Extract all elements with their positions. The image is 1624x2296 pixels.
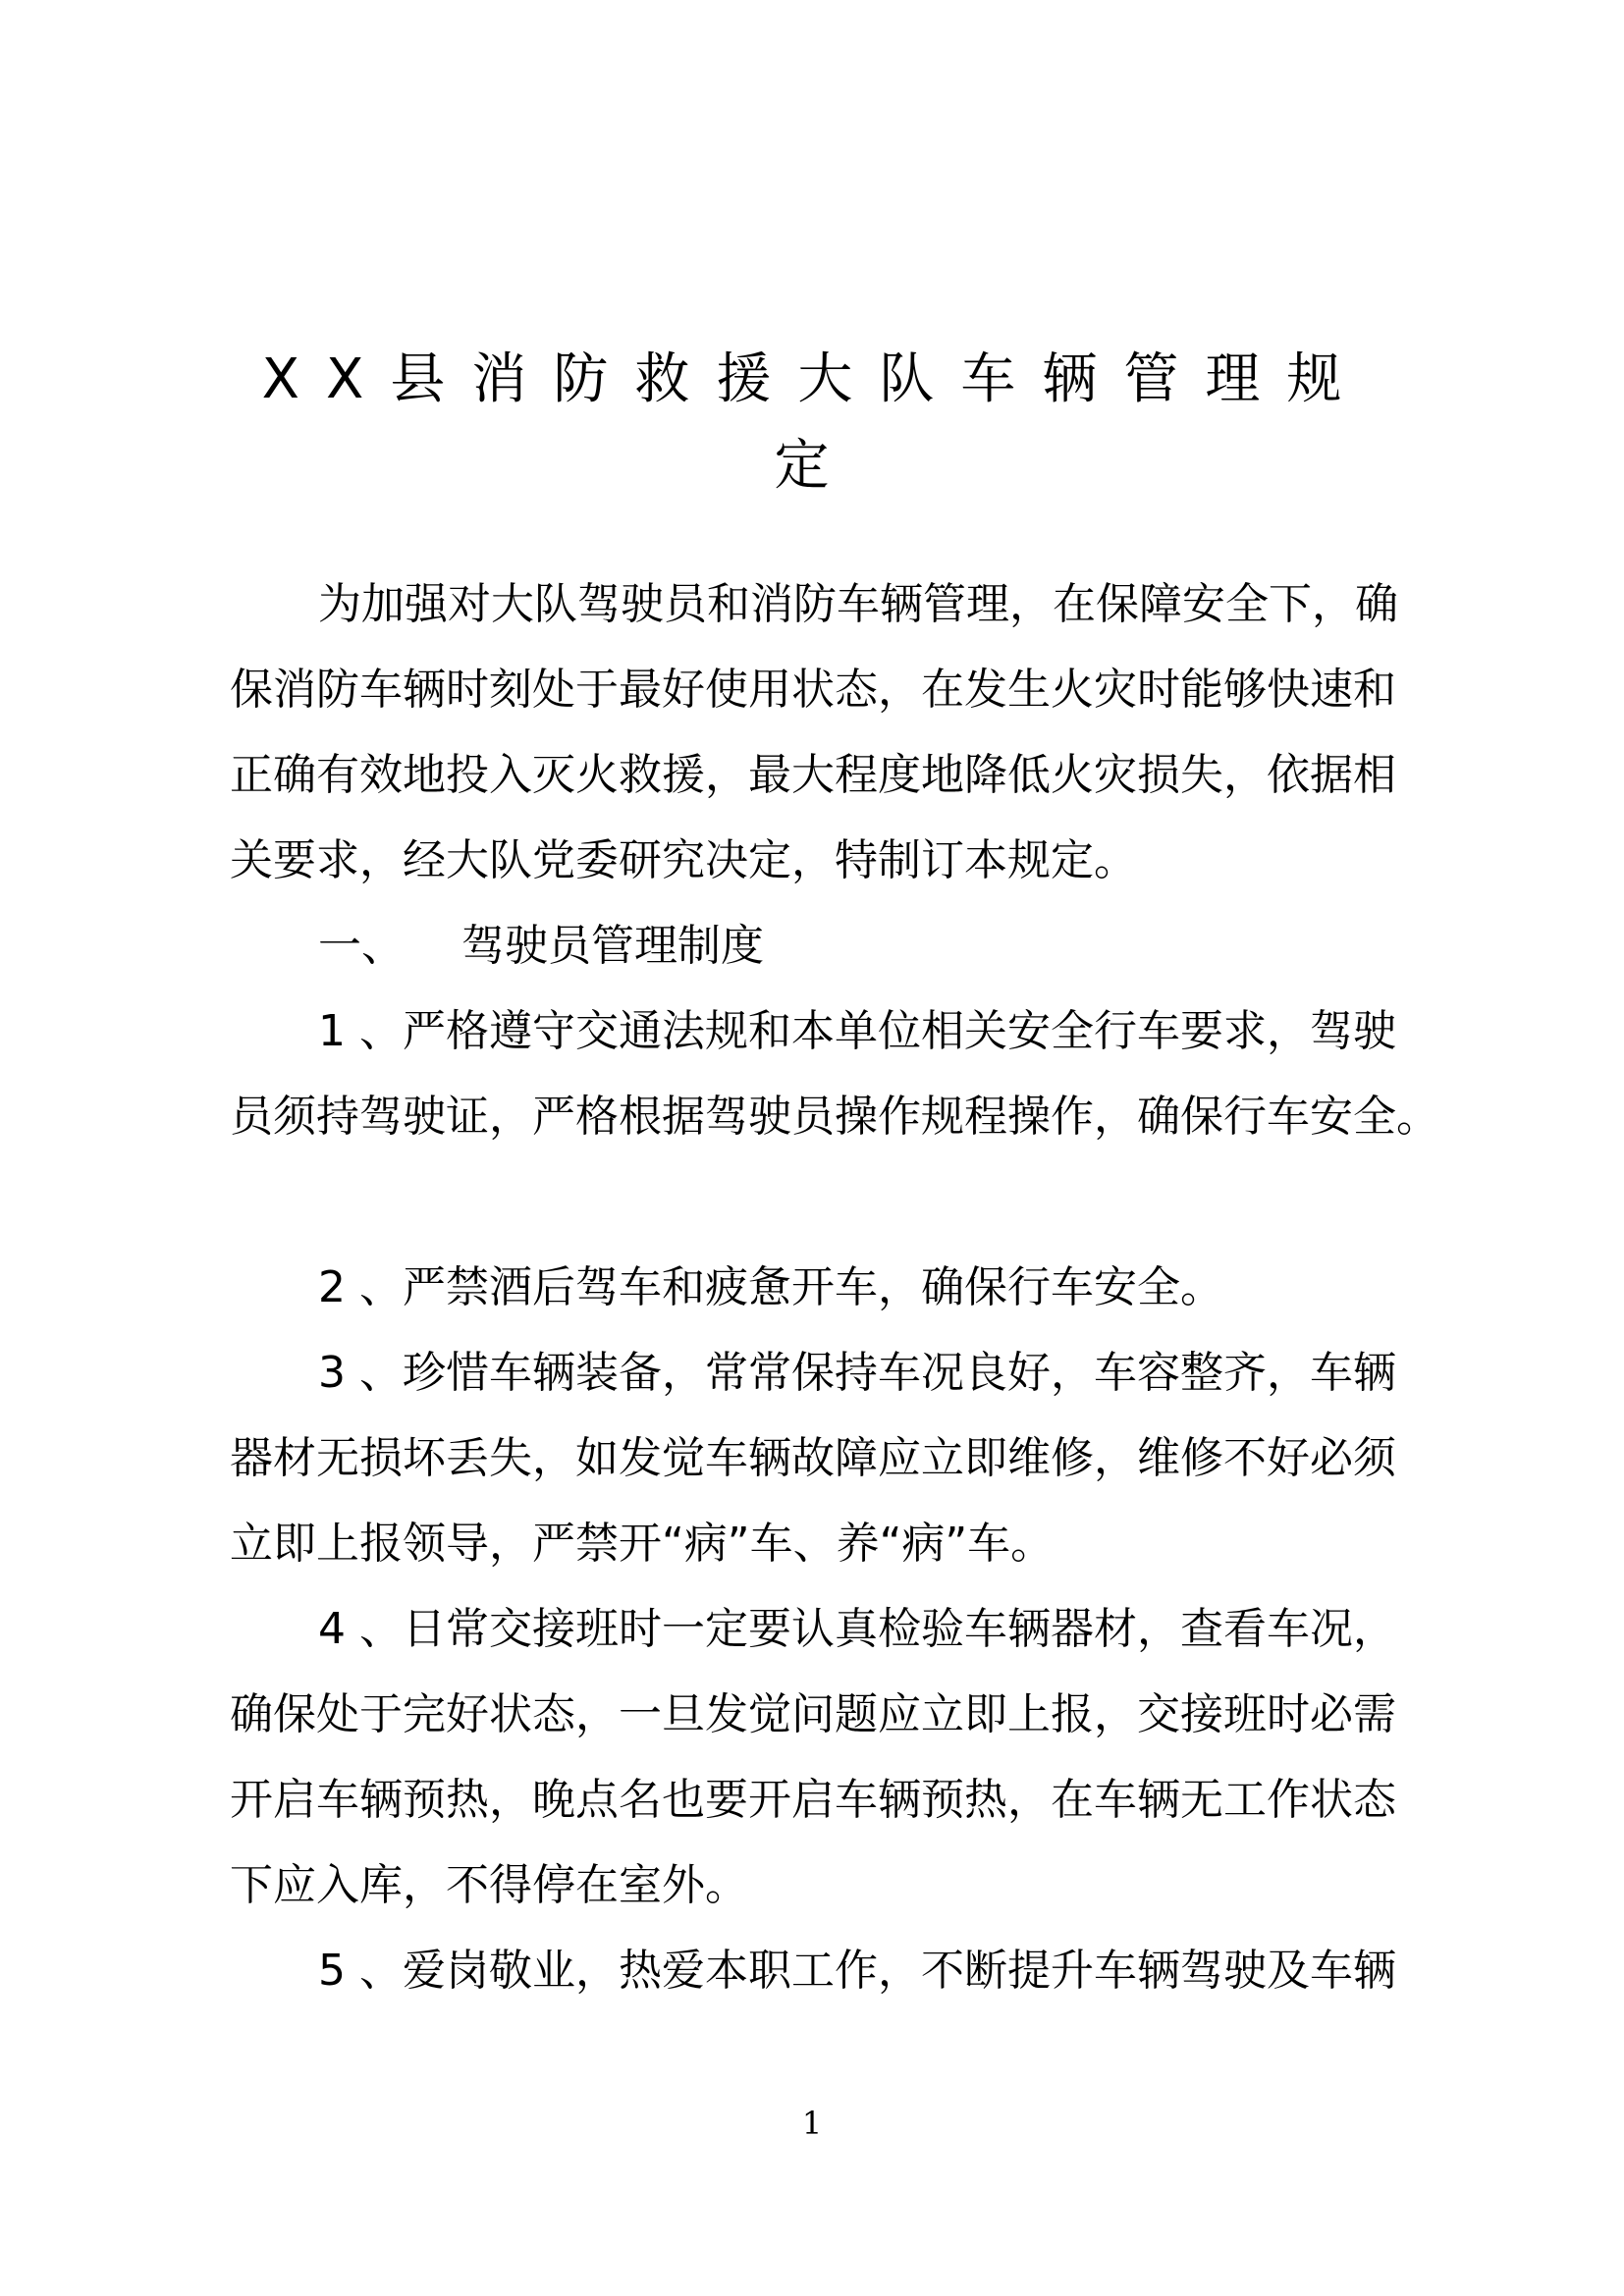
section-number: 一、	[318, 921, 405, 971]
document-title	[226, 337, 1404, 509]
section-title: 驾驶员管理制度	[461, 921, 764, 971]
item-2-line-1: 2 、严禁酒后驾车和疲惫开车，确保行车安全。	[318, 1262, 1223, 1312]
title-line-2: 定	[774, 433, 856, 498]
intro-line-4: 关要求，经大队党委研究决定，特制订本规定。	[230, 835, 1137, 885]
item-5-line-1: 5 、爱岗敬业，热爱本职工作，不断提升车辆驾驶及车辆	[318, 1946, 1396, 1996]
page-number: 1	[801, 2105, 823, 2142]
item-4-line-3: 开启车辆预热，晚点名也要开启车辆预热，在车辆无工作状态	[230, 1775, 1396, 1825]
intro-line-3: 正确有效地投入灭火救援，最大程度地降低火灾损失，依据相	[230, 750, 1396, 800]
item-1-line-2: 员须持驾驶证，严格根据驾驶员操作规程操作，确保行车安全。	[230, 1092, 1439, 1142]
title-line-1: XX县消防救援大队车辆管理规	[261, 347, 1369, 411]
intro-line-1: 为加强对大队驾驶员和消防车辆管理，在保障安全下，确	[318, 579, 1398, 629]
section-heading	[230, 903, 1408, 988]
item-4-line-4: 下应入库，不得停在室外。	[230, 1860, 748, 1910]
item-3-line-1: 3 、珍惜车辆装备，常常保持车况良好，车容整齐，车辆	[318, 1348, 1396, 1398]
item-3-line-2: 器材无损坏丢失，如发觉车辆故障应立即维修，维修不好必须	[230, 1433, 1396, 1483]
intro-line-2: 保消防车辆时刻处于最好使用状态，在发生火灾时能够快速和	[230, 665, 1396, 715]
item-4-line-1: 4 、日常交接班时一定要认真检验车辆器材，查看车况，	[318, 1604, 1396, 1654]
document-body	[230, 561, 1439, 2013]
item-4-line-2: 确保处于完好状态，一旦发觉问题应立即上报，交接班时必需	[230, 1689, 1396, 1739]
item-1-line-1: 1 、严格遵守交通法规和本单位相关安全行车要求，驾驶	[318, 1006, 1396, 1056]
blank-line	[230, 1159, 1408, 1245]
item-3-line-3: 立即上报领导，严禁开“病”车、养“病”车。	[230, 1519, 1055, 1569]
